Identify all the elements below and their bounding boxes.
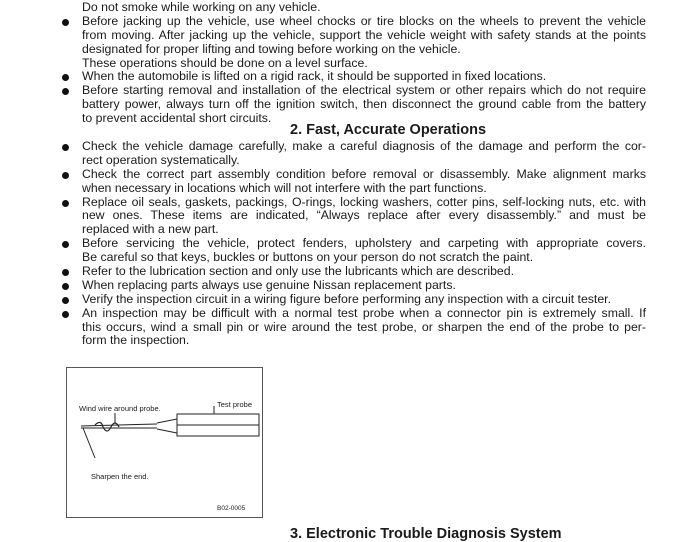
list-item [0, 196, 646, 238]
text-line: Before servicing the vehicle, protect fenders, upholstery and carpeting with appropriate covers. [82, 236, 646, 251]
text-line: designated for proper lifting and towing before working on the vehicle. [82, 41, 461, 56]
text-line: rect operation systematically. [82, 152, 240, 167]
text-line: These operations should be done on a level surface. [82, 55, 368, 70]
text-line: when necessary in locations which will not interfere with the part functions. [82, 180, 487, 195]
text-line: Before jacking up the vehicle, use wheel chocks or tire blocks on the wheels to prevent the vehicle [82, 13, 646, 28]
text-line: from moving. After jacking up the vehicle, support the vehicle weight with safety stands at the points [82, 27, 646, 42]
text-line: battery power, always turn off the ignition switch, then disconnect the ground cable from the battery [82, 97, 646, 112]
sharpen-label: Sharpen the end. [91, 472, 149, 481]
text-line: form the inspection. [82, 333, 190, 348]
text-line: When the automobile is lifted on a rigid rack, it should be supported in fixed locations. [82, 69, 547, 84]
test-probe-illustration [67, 368, 262, 517]
bullet-icon [62, 311, 69, 318]
list-item [0, 168, 646, 196]
bullet-icon [62, 297, 69, 304]
text-line: Before starting removal and installation of the electrical system or other repairs which do not require [82, 83, 646, 98]
text-line: new ones. These items are indicated, “Always replace after every disassembly.” and must be [82, 208, 646, 223]
bullet-icon [62, 283, 69, 290]
section-1-list [0, 1, 680, 126]
list-item [0, 84, 646, 126]
list-item [0, 279, 646, 293]
text-line: Replace oil seals, gaskets, packings, O-rings, locking washers, cotter pins, self-locking nuts, etc. with [82, 194, 646, 209]
list-item [0, 1, 646, 15]
list-item [0, 70, 646, 84]
text-line: to prevent accidental short circuits. [82, 111, 272, 126]
section-3-heading: 3. Electronic Trouble Diagnosis System [290, 526, 562, 542]
list-item [0, 307, 646, 349]
text-line: Refer to the lubrication section and only use the lubricants which are described. [82, 264, 515, 279]
bullet-icon [62, 88, 69, 95]
test-probe-figure [66, 367, 263, 518]
wind-wire-label: Wind wire around probe. [79, 404, 161, 413]
text-line: An inspection may be difficult with a normal test probe when a connector pin is extremely small. If [82, 305, 646, 320]
text-line: this occurs, wind a small pin or wire around the test probe, or sharpen the end of the probe to per- [82, 319, 646, 334]
text-line: Check the correct part assembly condition before removal or disassembly. Make alignment marks [82, 166, 646, 181]
text-line: replaced with a new part. [82, 222, 219, 237]
bullet-icon [62, 200, 69, 207]
text-line: Verify the inspection circuit in a wiring figure before performing any inspection with a circuit tester. [82, 291, 612, 306]
bullet-icon [62, 172, 69, 179]
bullet-icon [62, 144, 69, 151]
figure-code: B02-0005 [217, 505, 246, 512]
bullet-icon [62, 269, 69, 276]
section-2-heading: 2. Fast, Accurate Operations [290, 122, 487, 138]
list-item [0, 140, 646, 168]
text-line: Be careful so that keys, buckles or buttons on your person do not scratch the paint. [82, 250, 534, 265]
test-probe-label: Test probe [217, 400, 253, 409]
text-line: Check the vehicle damage carefully, make a careful diagnosis of the damage and perform the cor- [82, 139, 646, 153]
bullet-icon [62, 241, 69, 248]
list-item [0, 237, 646, 265]
bullet-icon [62, 19, 69, 26]
list-item [0, 57, 646, 71]
list-item [0, 293, 646, 307]
text-line: When replacing parts always use genuine Nissan replacement parts. [82, 277, 456, 292]
section-2-list [0, 140, 680, 348]
list-item [0, 265, 646, 279]
list-item [0, 15, 646, 57]
text-line: Do not smoke while working on any vehicle. [82, 0, 321, 14]
bullet-icon [62, 74, 69, 81]
